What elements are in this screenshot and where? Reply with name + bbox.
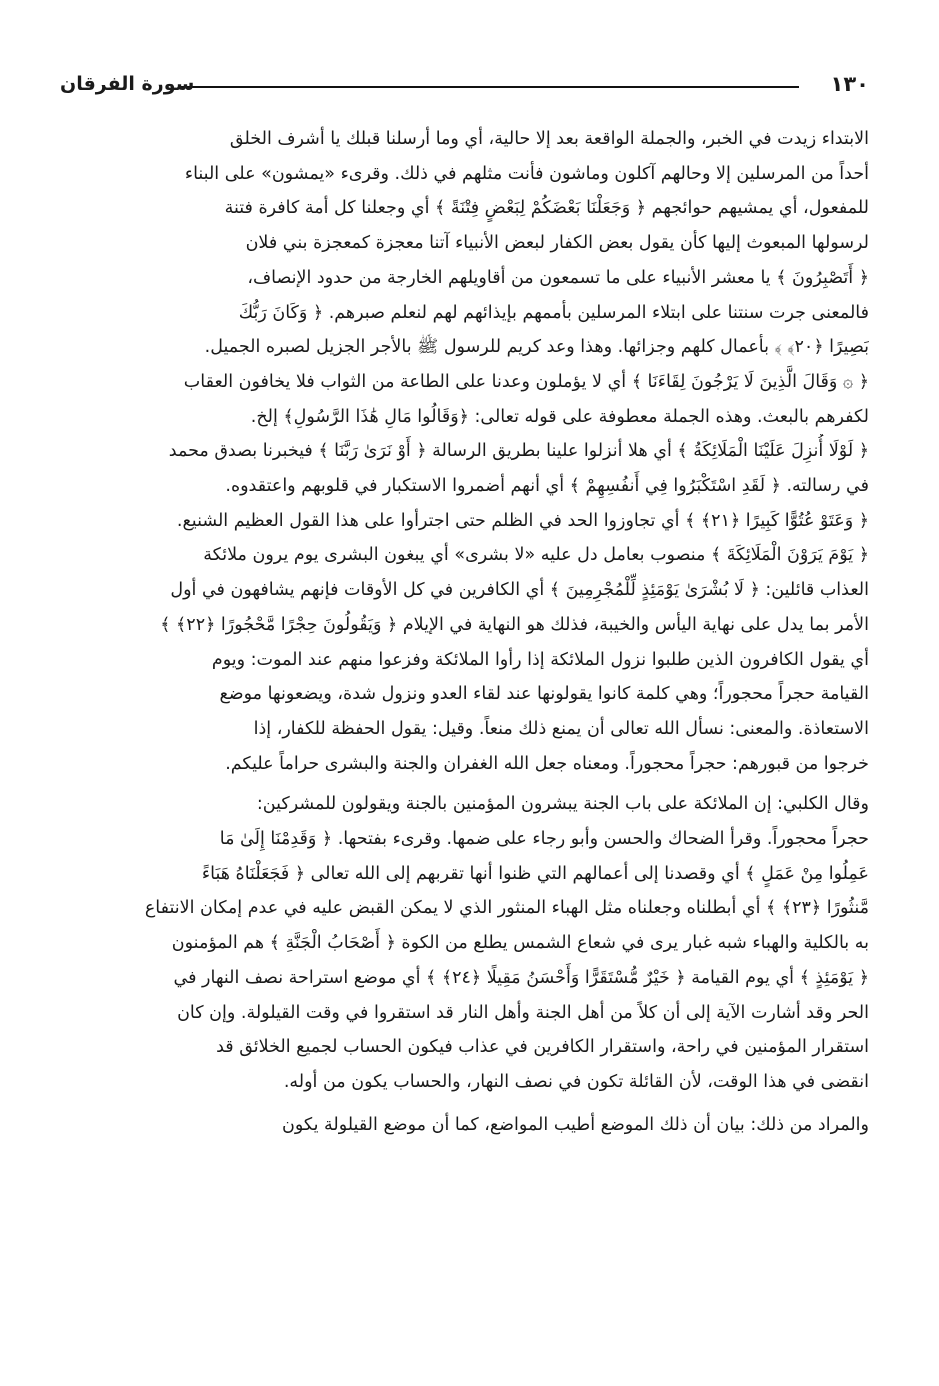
text-line: استقرار المؤمنين في راحة، واستقرار الكافرين في عذاب فيكون الحساب لجميع الخلائق قد <box>216 1037 869 1058</box>
text-line: القيامة حجراً محجوراً؛ وهي كلمة كانوا يقولونها عند لقاء العدو ونزول شدة، ويضعونها موضع <box>219 684 869 705</box>
text-line: خرجوا من قبورهم: حجراً محجوراً. ومعناه جعل الله الغفران والجنة والبشرى حراماً عليكم. <box>225 753 869 774</box>
text-line: ﴿ يَوْمَ يَرَوْنَ الْمَلَائِكَةَ ﴾ منصوب بعامل دل عليه «لا بشرى» أي يبغون البشرى يوم يرون ملائكة <box>203 545 869 566</box>
text-line: وقال الكلبي: إن الملائكة على باب الجنة يبشرون المؤمنين بالجنة ويقولون للمشركين: <box>256 794 869 815</box>
paragraph-1 <box>64 122 869 781</box>
text-line: الاستعاذة. والمعنى: نسأل الله تعالى أن يمنع ذلك منعاً. وقيل: يقول الحفظة للكفار، إذا <box>253 718 869 739</box>
text-line: ﴿ يَوْمَئِذٍ ﴾ أي يوم القيامة ﴿ خَيْرٌ مُّسْتَقَرًّا وَأَحْسَنُ مَقِيلًا ﴿٢٤﴾ ﴾ أي موضع استراحة نصف النهار في <box>173 967 869 988</box>
text-line: في رسالته. ﴿ لَقَدِ اسْتَكْبَرُوا فِي أَنفُسِهِمْ ﴾ أي أنهم أضمروا الاستكبار في قلوبهم واعتقدوه. <box>225 476 869 497</box>
text-line: لكفرهم بالبعث. وهذه الجملة معطوفة على قوله تعالى: ﴿وَقَالُوا مَالِ هَٰذَا الرَّسُولِ﴾ إلخ. <box>250 406 869 427</box>
text-line: أي يقول الكافرون الذين طلبوا نزول الملائكة إذا رأوا الملائكة وفزعوا منهم عند الموت: ويوم <box>211 649 869 670</box>
surah-title: سورة الفرقان <box>60 73 195 95</box>
page-body <box>64 122 869 1142</box>
paragraph-3 <box>64 1108 869 1143</box>
text-line: الأمر بما يدل على نهاية اليأس والخيبة، فذلك هو النهاية في الإيلام ﴿ وَيَقُولُونَ حِجْرًا مَّحْجُورًا ﴿٢٢﴾ ﴾ <box>160 614 869 635</box>
paragraph-2 <box>64 787 869 1099</box>
page-number: ١٣٠ <box>830 72 869 96</box>
text-line: فالمعنى جرت سنتنا على ابتلاء المرسلين بأممهم بإيذائهم لهم لنعلم صبرهم. ﴿ وَكَانَ رَبُّكَ <box>238 302 869 323</box>
text-line: مَّنثُورًا ﴿٢٣﴾ ﴾ أي أبطلناه وجعلناه مثل الهباء المنثور الذي لا يمكن القبض عليه في عدم إمكان الانتفاع <box>144 898 869 919</box>
page-header <box>60 62 869 102</box>
text-line: ﴿ ۞ وَقَالَ الَّذِينَ لَا يَرْجُونَ لِقَاءَنَا ﴾ أي لا يؤملون وعدنا على الطاعة من الثواب فلا يخافون العقاب <box>183 371 869 392</box>
text-line: به بالكلية والهباء شبه غبار يرى في شعاع الشمس يطلع من الكوة ﴿ أَصْحَابُ الْجَنَّةِ ﴾ هم المؤمنون <box>171 933 869 954</box>
text-line: ﴿ أَتَصْبِرُونَ ﴾ يا معشر الأنبياء على ما تسمعون من أقاويلهم الخارجة من حدود الإنصاف، <box>247 267 869 288</box>
text-line: ﴿ وَعَتَوْ عُتُوًّا كَبِيرًا ﴿٢١﴾ ﴾ أي تجاوزوا الحد في الظلم حتى اجترأوا على هذا القول العظيم الشنيع. <box>176 510 869 531</box>
text-line: لرسولها المبعوث إليها كأن يقول بعض الكفار لبعض الأنبياء آتنا معجزة كمعجزة بني فلان <box>245 233 869 254</box>
text-line: ﴿ لَوْلَا أُنزِلَ عَلَيْنَا الْمَلَائِكَةُ ﴾ أي هلا أنزلوا علينا بطريق الرسالة ﴿ أَوْ نَرَىٰ رَبَّنَا ﴾ فيخبرنا بصدق محمد <box>168 441 869 462</box>
text-line: انقضى في هذا الوقت، لأن القائلة تكون في نصف النهار، والحساب يكون من أوله. <box>283 1071 869 1092</box>
text-line: للمفعول، أي يمشيهم حوائجهم ﴿ وَجَعَلْنَا بَعْضَكُمْ لِبَعْضٍ فِتْنَةً ﴾ أي وجعلنا كل أمة كافرة فتنة <box>224 198 869 219</box>
text-line: أحداً من المرسلين إلا وحالهم آكلون وماشون فأنت مثلهم في ذلك. وقرىء «يمشون» على البناء <box>184 163 869 184</box>
text-line: حجراً محجوراً. وقرأ الضحاك والحسن وأبو رجاء على ضمها. وقرىء بفتحها. ﴿ وَقَدِمْنَا إِلَىٰ مَا <box>219 829 869 850</box>
text-line: عَمِلُوا مِنْ عَمَلٍ ﴾ أي وقصدنا إلى أعمالهم التي ظنوا أنها تقربهم إلى الله تعالى ﴿ فَجَعَلْنَاهُ هَبَاءً <box>201 863 869 884</box>
text-line: الابتداء زيدت في الخبر، والجملة الواقعة بعد إلا حالية، أي وما أرسلنا قبلك يا أشرف الخلق <box>229 129 869 149</box>
text-line: والمراد من ذلك: بيان أن ذلك الموضع أطيب المواضع، كما أن موضع القيلولة يكون <box>282 1114 869 1135</box>
header-rule <box>180 86 799 88</box>
text-line: بَصِيرًا ﴿٢٠﴾ ﴾ بأعمال كلهم وجزائها. وهذا وعد كريم للرسول ﷺ بالأجر الجزيل لصبره الجميل. <box>204 337 869 358</box>
text-line: العذاب قائلين: ﴿ لَا بُشْرَىٰ يَوْمَئِذٍ لِّلْمُجْرِمِينَ ﴾ أي الكافرين في كل الأوقات فإنهم يشافهون في أول <box>170 580 869 601</box>
text-line: الحر وقد أشارت الآية إلى أن كلاً من أهل الجنة وأهل النار قد استقروا في وقت القيلولة. وإن كان <box>177 1002 869 1023</box>
